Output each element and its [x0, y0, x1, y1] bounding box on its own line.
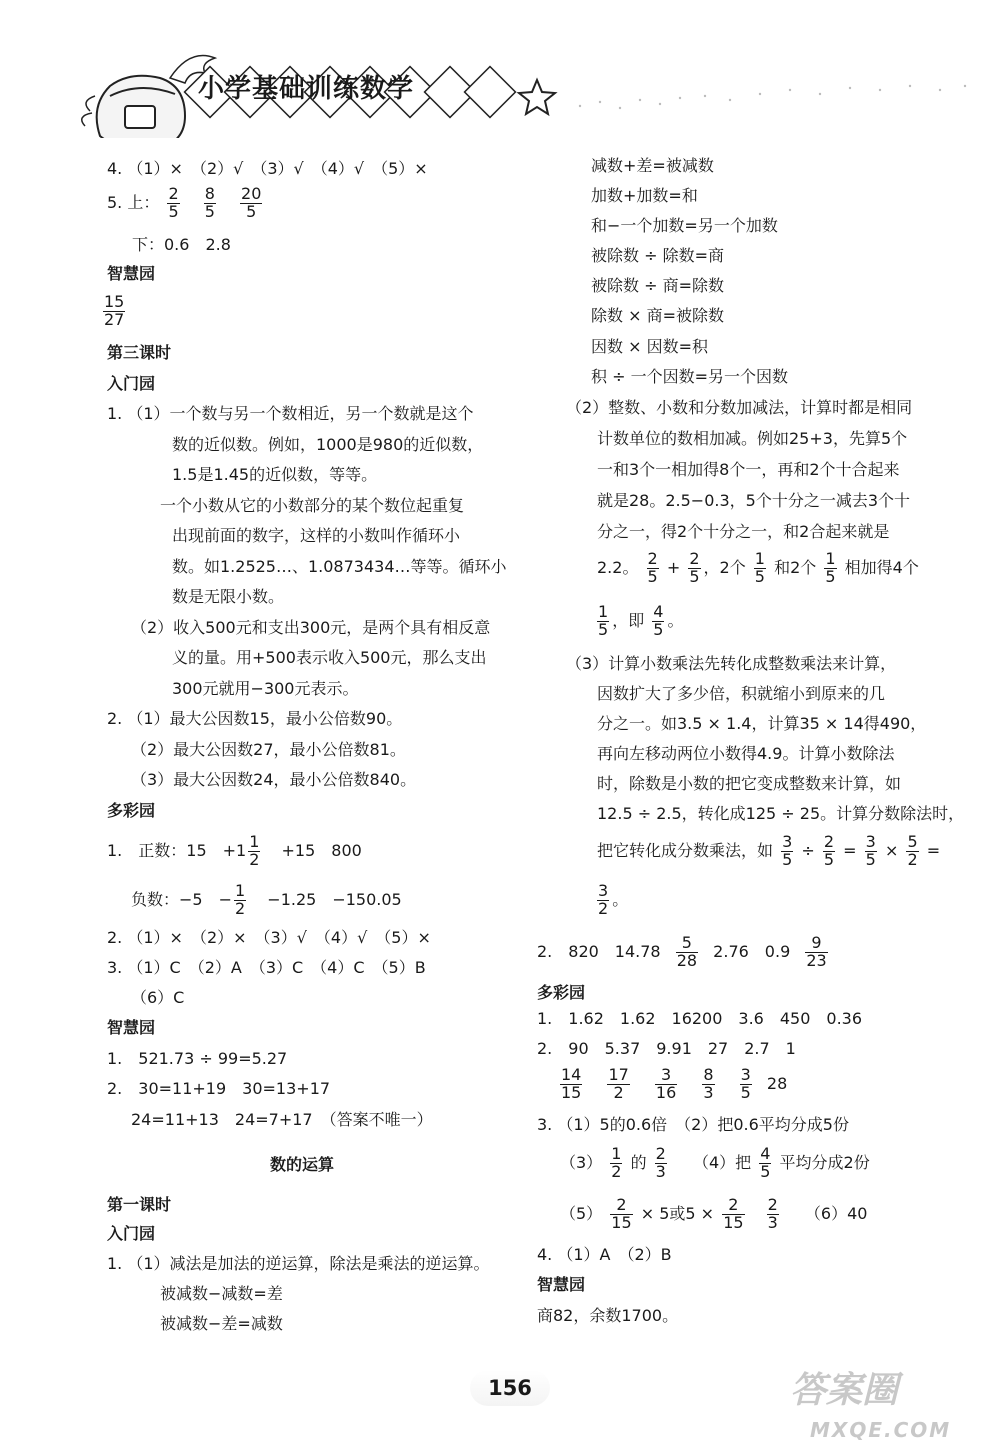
answer-line: 4. （1）× （2）√ （3）√ （4）√ （5）× — [107, 159, 428, 178]
answer-line: 商82，余数1700。 — [537, 1306, 679, 1325]
answer-text: −1.25 −150.05 — [267, 889, 402, 909]
answer-text: 2. 820 14.78 — [537, 941, 661, 961]
fraction: $\frac{4}{5}$ — [653, 602, 664, 639]
answer-line: 和−一个加数=另一个加数 — [591, 216, 778, 235]
answer-text: 28 — [766, 1073, 788, 1093]
fraction: $\frac{8}{3}$ — [703, 1065, 714, 1102]
answer-line: 被减数−差=减数 — [160, 1314, 283, 1333]
dotted-trail — [579, 85, 966, 109]
answer-text: ÷ — [801, 840, 815, 860]
answer-line: 2. （1）最大公因数15，最小公倍数90。 — [107, 709, 403, 728]
answer-line — [597, 883, 628, 918]
answer-text: +15 800 — [281, 840, 362, 860]
fraction: $\frac{14}{15}$ — [561, 1065, 582, 1102]
answer-line: 义的量。用+500表示收入500元，那么支出 — [172, 648, 487, 667]
answer-line: 出现前面的数字，这样的小数叫作循环小 — [172, 526, 461, 545]
star-icon — [519, 80, 555, 114]
answer-line — [103, 294, 125, 329]
answer-text: ，即 — [612, 610, 645, 630]
answer-line: 计数单位的数相加减。例如25+3，先算5个 — [597, 429, 908, 448]
chapter-heading: 数的运算 — [270, 1155, 335, 1174]
answer-text: （5） — [560, 1203, 603, 1223]
answer-line: 12.5 ÷ 2.5，转化成125 ÷ 25。计算分数除法时， — [597, 804, 965, 823]
answer-line: （2）最大公因数27，最小公倍数81。 — [131, 740, 406, 759]
fraction: $\frac{2}{3}$ — [655, 1144, 666, 1181]
answer-text: 把它转化成分数乘法，如 — [597, 840, 774, 860]
fraction: $\frac{1}{5}$ — [754, 549, 765, 586]
answer-text: 相加得4个 — [844, 557, 919, 577]
section-heading: 多彩园 — [537, 983, 586, 1002]
answer-line: 下：0.6 2.8 — [132, 235, 231, 254]
answer-line — [107, 186, 265, 221]
answer-text: × 5或5 × — [640, 1203, 715, 1223]
answer-line: 时，除数是小数的把它变成整数来计算，如 — [597, 774, 902, 793]
answer-line: 被减数−减数=差 — [160, 1284, 283, 1303]
answer-line: 数。如1.2525…、1.0873434…等等。循环小 — [172, 557, 507, 576]
fraction: $\frac{3}{5}$ — [740, 1065, 751, 1102]
answer-line: 数是无限小数。 — [172, 587, 285, 606]
answer-text: （3） — [560, 1152, 603, 1172]
answer-text: = — [843, 840, 857, 860]
fraction: $\frac{1}{2}$ — [235, 881, 246, 918]
section-heading: 智慧园 — [107, 1018, 156, 1037]
watermark — [790, 1362, 980, 1442]
fraction: $\frac{3}{16}$ — [655, 1065, 677, 1102]
answer-text: 。 — [612, 889, 629, 909]
answer-text: 和2个 — [774, 557, 817, 577]
fraction: $\frac{2}{5}$ — [689, 549, 700, 586]
answer-text: 负数：−5 − — [131, 889, 232, 909]
answer-text: （6）40 — [804, 1203, 868, 1223]
answer-line: 3. （1）C （2）A （3）C （4）C （5）B — [107, 958, 426, 977]
answer-line: 分之一，得2个十分之一，和2合起来就是 — [597, 522, 890, 541]
answer-line: 1. （1）一个数与另一个数相近，另一个数就是这个 — [107, 404, 474, 423]
answer-line: 数的近似数。例如，1000是980的近似数， — [172, 435, 484, 454]
fraction: $\frac{2}{15}$ — [723, 1195, 744, 1232]
schoolbag-icon — [82, 76, 185, 138]
header-title: 小学基础训练数学 — [198, 74, 415, 104]
answer-text: × — [884, 840, 899, 860]
fraction: $\frac{20}{5}$ — [241, 184, 262, 221]
answer-line: 一个小数从它的小数部分的某个数位起重复 — [160, 496, 465, 515]
answer-line: 4. （1）A （2）B — [537, 1245, 672, 1264]
answer-line — [597, 604, 684, 639]
section-heading: 入门园 — [107, 1224, 156, 1243]
answer-line — [131, 883, 402, 918]
fraction: $\frac{2}{5}$ — [168, 184, 179, 221]
fraction: $\frac{2}{5}$ — [647, 549, 658, 586]
lesson-heading: 第三课时 — [107, 343, 172, 362]
answer-text: （4）把 — [692, 1152, 752, 1172]
answer-line: 1. 521.73 ÷ 99=5.27 — [107, 1049, 288, 1068]
answer-line: 减数+差=被减数 — [591, 156, 714, 175]
answer-line: （2）整数、小数和分数加减法，计算时都是相同 — [566, 398, 913, 417]
answer-line: 被除数 ÷ 商=除数 — [591, 276, 724, 295]
answer-text: ，2个 — [703, 557, 746, 577]
answer-line — [560, 1067, 787, 1102]
answer-line: 300元就用−300元表示。 — [172, 679, 359, 698]
answer-line: 分之一。如3.5 × 1.4，计算35 × 14得490， — [597, 714, 927, 733]
fraction: $\frac{2}{15}$ — [611, 1195, 632, 1232]
answer-text: 1. 正数：15 +1 — [107, 840, 247, 860]
answer-line — [597, 834, 940, 869]
fraction: $\frac{5}{2}$ — [907, 832, 918, 869]
answer-text: 。 — [667, 610, 684, 630]
answer-text: 2.2。 — [597, 557, 639, 577]
fraction: $\frac{2}{3}$ — [767, 1195, 778, 1232]
fraction: $\frac{4}{5}$ — [760, 1144, 771, 1181]
section-heading: 智慧园 — [537, 1275, 586, 1294]
fraction: $\frac{1}{5}$ — [825, 549, 836, 586]
answer-text: 2.76 0.9 — [713, 941, 791, 961]
answer-line — [537, 935, 838, 970]
page-number: 156 — [470, 1370, 550, 1406]
answer-line — [560, 1146, 870, 1181]
answer-line: （3）最大公因数24，最小公倍数840。 — [131, 770, 417, 789]
answer-line: 因数 × 因数=积 — [591, 337, 708, 356]
answer-line: 24=11+13 24=7+17 （答案不唯一） — [131, 1110, 433, 1129]
answer-line: 2. （1）× （2）× （3）√ （4）√ （5）× — [107, 928, 431, 947]
answer-line: 3. （1）5的0.6倍 （2）把0.6平均分成5份 — [537, 1115, 849, 1134]
answer-text: = — [926, 840, 941, 860]
watermark-text: 答案圈 — [790, 1370, 899, 1411]
answer-line: （2）收入500元和支出300元，是两个具有相反意 — [131, 618, 491, 637]
answer-line: 就是28。2.5−0.3，5个十分之一减去3个十 — [597, 491, 911, 510]
answer-text: 平均分成2份 — [779, 1152, 870, 1172]
answer-line: 被除数 ÷ 除数=商 — [591, 246, 724, 265]
fraction: $\frac{8}{5}$ — [204, 184, 215, 221]
answer-text: + — [666, 557, 681, 577]
fraction: $\frac{5}{28}$ — [676, 933, 698, 970]
section-heading: 入门园 — [107, 374, 156, 393]
fraction: $\frac{17}{2}$ — [608, 1065, 629, 1102]
watermark-url: MXQE.COM — [810, 1418, 952, 1442]
fraction: $\frac{1}{2}$ — [249, 832, 260, 869]
answer-line: 再向左移动两位小数得4.9。计算小数除法 — [597, 744, 895, 763]
answer-line: 2. 90 5.37 9.91 27 2.7 1 — [537, 1039, 796, 1058]
answer-line: 除数 × 商=被除数 — [591, 306, 724, 325]
answer-line: （3）计算小数乘法先转化成整数乘法来计算， — [566, 654, 897, 673]
fraction: $\frac{2}{5}$ — [823, 832, 835, 869]
answer-line: 积 ÷ 一个因数=另一个因数 — [591, 367, 788, 386]
fraction: $\frac{15}{27}$ — [104, 292, 125, 329]
answer-line: 因数扩大了多少倍，积就缩小到原来的几 — [597, 684, 886, 703]
answer-line — [560, 1197, 867, 1232]
answer-line: 1. （1）减法是加法的逆运算，除法是乘法的逆运算。 — [107, 1254, 490, 1273]
answer-line: （6）C — [131, 988, 185, 1007]
section-heading: 智慧园 — [107, 264, 156, 283]
fraction: $\frac{1}{2}$ — [611, 1144, 622, 1181]
answer-line: 一和3个一相加得8个一，再和2个十合起来 — [597, 460, 900, 479]
answer-line: 加数+加数=和 — [591, 186, 698, 205]
answer-line: 1.5是1.45的近似数，等等。 — [172, 465, 378, 484]
answer-text: 5. 上： — [107, 192, 160, 212]
answer-text: 的 — [630, 1152, 647, 1172]
section-heading: 多彩园 — [107, 801, 156, 820]
answer-line — [597, 551, 919, 586]
fraction: $\frac{3}{5}$ — [865, 832, 876, 869]
answer-line: 2. 30=11+19 30=13+17 — [107, 1079, 331, 1098]
lesson-heading: 第一课时 — [107, 1195, 172, 1214]
fraction: $\frac{3}{2}$ — [598, 881, 609, 918]
fraction: $\frac{9}{23}$ — [806, 933, 827, 970]
fraction: $\frac{3}{5}$ — [782, 832, 793, 869]
fraction: $\frac{1}{5}$ — [598, 602, 609, 639]
answer-line: 1. 1.62 1.62 16200 3.6 450 0.36 — [537, 1009, 863, 1028]
answer-line — [107, 834, 362, 869]
